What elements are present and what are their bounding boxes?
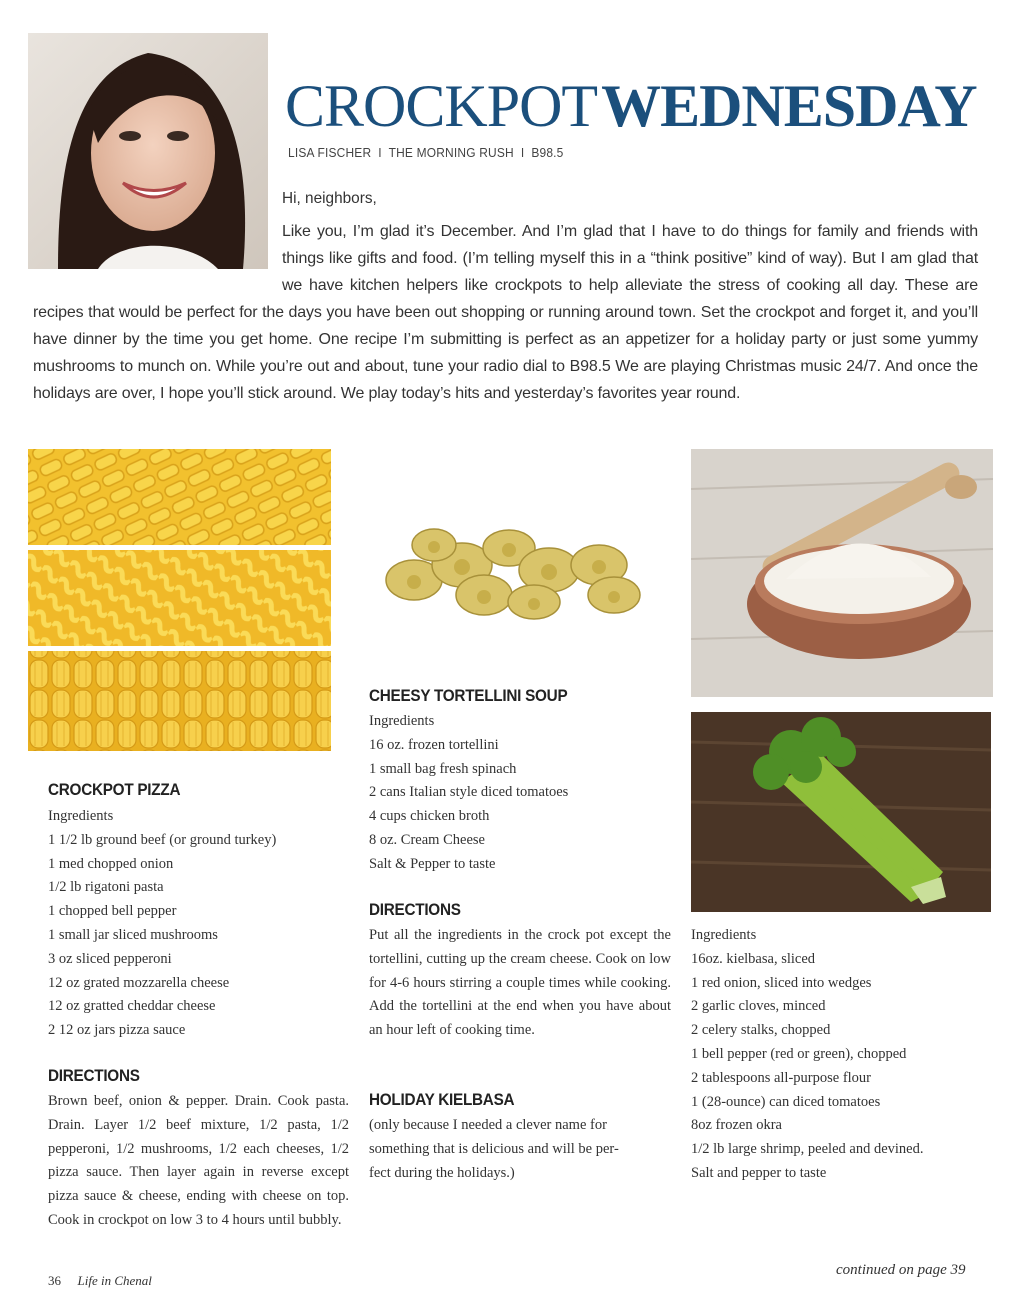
list-item: 2 garlic cloves, minced [691,998,826,1015]
list-item: 8oz frozen okra [691,1117,782,1134]
title-light: CROCKPOT [285,73,598,139]
list-item: 4 cups chicken broth [369,808,490,825]
pizza-directions: Brown beef, onion & pepper. Drain. Cook pasta. Drain. Layer 1/2 beef mixture, 1/2 pasta, 1/2 pepperoni, 1/2 mushrooms, 1/2 each cheeses, 1/2 pizza sauce. Then layer again in reverse except pizza sauce & cheese, ending with cheese on top. Cook in crockpot on low 3 to 4 hours until bubbly. [48,1093,349,1228]
pasta-photo [28,449,331,751]
list-item: 1 bell pepper (red or green), chopped [691,1045,907,1062]
kielbasa-ingredients-label: Ingredients [691,927,757,943]
page-footer [48,1273,152,1289]
list-item: 1 small jar sliced mushrooms [48,926,218,943]
soup-directions-title: DIRECTIONS [369,900,461,919]
soup-ingredients [369,710,669,877]
soup-directions: Put all the ingredients in the crock pot except the tortellini, cutting up the cream cheese. Cook on low for 4-6 hours stirring a couple times while cooking. Add the tortellini at the end when you have about an hour left of cooking time. [369,927,671,1039]
list-item: 1 small bag fresh spinach [369,760,517,777]
list-item: 2 celery stalks, chopped [691,1022,831,1039]
list-item: 2 cans Italian style diced tomatoes [369,784,569,801]
intro-body-wrap [33,218,978,407]
page-title [285,72,977,141]
list-item: 2 tablespoons all-purpose flour [691,1069,872,1086]
intro-greeting: Hi, neighbors, [282,190,377,207]
kielbasa-note-line: (only because I needed a clever name for [369,1117,607,1133]
celery-photo [691,712,991,912]
list-item: 16 oz. frozen tortellini [369,736,499,753]
intro-body: Like you, I’m glad it’s December. And I’m glad that I have to do things for family and friends with things like gifts and food. (I’m telling myself this in a “think positive” kind of way). But I am glad that we have kitchen helpers like crockpots to help alleviate the stress of cooking all day. These are recipes that would be perfect for the days you have been out shopping or running around town. Set the crockpot and forget it, and you’ll have dinner by the time you get home. One recipe I’m submitting is perfect as an appetizer for a holiday party or just some yummy mushrooms to munch on. While you’re out and about, tune your radio dial to B98.5 We are playing Christmas music 24/7. And once the holidays are over, I hope you’ll stick around. We play today’s hits and yesterday’s favorites year round. [33,223,978,402]
list-item: 2 12 oz jars pizza sauce [48,1022,186,1039]
list-item: 1 chopped bell pepper [48,903,177,920]
soup-title: CHEESY TORTELLINI SOUP [369,686,568,705]
kielbasa-note-line: something that is delicious and will be per- [369,1140,619,1157]
kielbasa-note-line: fect during the holidays.) [369,1164,515,1181]
byline: LISA FISCHER I THE MORNING RUSH I B98.5 [288,145,564,160]
list-item: 1 (28-ounce) can diced tomatoes [691,1093,881,1110]
kielbasa-ingredients [691,924,991,1186]
soup-ingredients-label: Ingredients [369,713,435,729]
list-item: 1 1/2 lb ground beef (or ground turkey) [48,831,277,848]
list-item: 16oz. kielbasa, sliced [691,950,816,967]
list-item: 1 med chopped onion [48,855,174,872]
page-number: 36 [48,1273,61,1288]
pizza-ingredients [48,805,348,1043]
pizza-ingredients-label: Ingredients [48,808,114,824]
list-item: 1/2 lb rigatoni pasta [48,879,164,896]
tortellini-photo [374,520,650,624]
pizza-directions-title: DIRECTIONS [48,1066,140,1085]
list-item: 1/2 lb large shrimp, peeled and devined. [691,1141,924,1158]
list-item: Salt & Pepper to taste [369,855,496,872]
magazine-name: Life in Chenal [77,1273,152,1288]
list-item: 3 oz sliced pepperoni [48,950,172,967]
list-item: 12 oz gratted cheddar cheese [48,998,216,1015]
continued-note: continued on page 39 [836,1262,966,1278]
list-item: 1 red onion, sliced into wedges [691,974,872,991]
pizza-title: CROCKPOT PIZZA [48,780,181,799]
kielbasa-title: HOLIDAY KIELBASA [369,1090,515,1109]
list-item: 8 oz. Cream Cheese [369,831,485,848]
list-item: Salt and pepper to taste [691,1164,827,1181]
title-bold: WEDNESDAY [601,73,977,139]
flour-photo [691,449,993,697]
list-item: 12 oz grated mozzarella cheese [48,974,230,991]
kielbasa-note [369,1114,669,1185]
